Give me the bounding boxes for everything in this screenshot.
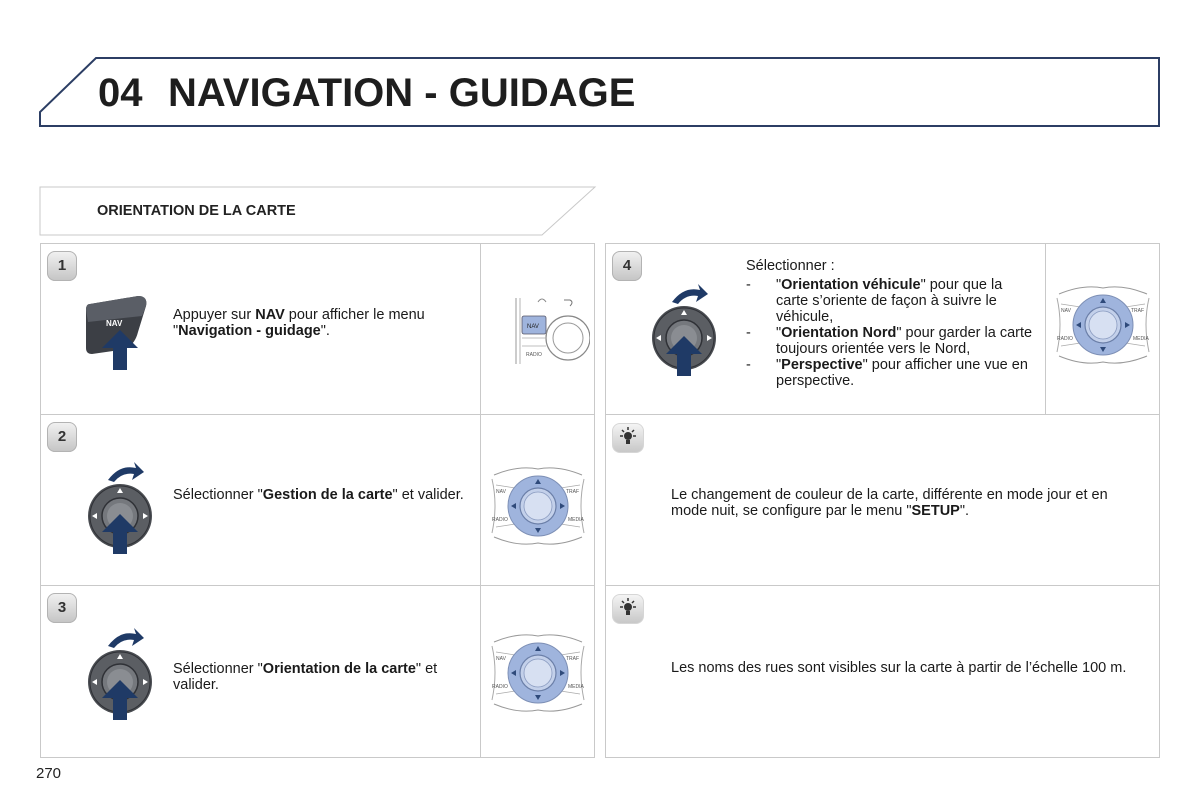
step-instruction [173, 307, 468, 339]
grid-border [40, 757, 595, 758]
step-number-badge: 4 [612, 251, 642, 281]
grid-border [40, 243, 41, 758]
bold-text-run: Gestion de la carte [262, 487, 393, 503]
grid-border [1045, 243, 1046, 414]
console-nav-panel-illustration [508, 288, 590, 372]
grid-border [605, 243, 1160, 244]
step-intro: Sélectionner : [746, 258, 835, 274]
dial-radio-label: RADIO [492, 684, 508, 690]
console-dial-illustration [488, 632, 588, 714]
grid-border [40, 414, 595, 415]
console-dial-illustration [1053, 284, 1153, 366]
list-item-text [776, 325, 1032, 357]
step-number-badge: 1 [47, 251, 77, 281]
grid-border [605, 243, 606, 758]
section-title-frame [0, 180, 620, 240]
text-run: " pour afficher une vue en perspective. [776, 357, 1028, 389]
list-item-text [776, 277, 1002, 325]
text-run: Le changement de couleur de la carte, différente en mode jour et en mode nuit, se configure par le menu " [671, 487, 1108, 519]
nav-button-label: NAV [106, 319, 123, 328]
nav-button-icon [80, 290, 160, 374]
step-instruction [173, 661, 468, 693]
bold-text-run: Orientation Nord [781, 325, 897, 341]
text-run: " [776, 357, 782, 373]
grid-border [1159, 243, 1160, 758]
dial-nav-label: NAV [496, 489, 506, 495]
dial-media-label: MEDIA [568, 517, 584, 523]
bold-text-run: Perspective [781, 357, 863, 373]
step-number-badge: 2 [47, 422, 77, 452]
text-run: " et valider. [392, 487, 464, 503]
text-run: ". [320, 323, 330, 339]
list-dash: - [746, 325, 751, 341]
dial-media-label: MEDIA [568, 684, 584, 690]
dial-nav-label: NAV [496, 656, 506, 662]
grid-border [605, 414, 1160, 415]
list-dash: - [746, 357, 751, 373]
step-instruction-list [746, 258, 1038, 389]
list-item-text [776, 357, 1028, 389]
text-run: Sélectionner " [173, 487, 263, 503]
text-run: Sélectionner " [173, 661, 263, 677]
grid-border [480, 243, 481, 758]
dial-traf-label: TRAF [566, 489, 580, 495]
tip-text [671, 660, 1146, 676]
dial-traf-label: TRAF [566, 656, 580, 662]
text-run: Appuyer sur [173, 307, 256, 323]
section-title: ORIENTATION DE LA CARTE [97, 203, 296, 219]
dial-radio-label: RADIO [492, 517, 508, 523]
tip-text [671, 487, 1146, 519]
panel-radio-label: RADIO [526, 352, 542, 358]
grid-border [594, 243, 595, 758]
panel-nav-label: NAV [527, 324, 539, 330]
grid-border [605, 757, 1160, 758]
list-item [746, 357, 1038, 389]
text-run: Les noms des rues sont visibles sur la carte à partir de l’échelle 100 m. [671, 660, 1127, 676]
bold-text-run: SETUP [911, 503, 960, 519]
text-run: " pour que la carte s’oriente de façon à suivre le véhicule, [776, 277, 1003, 325]
grid-border [40, 243, 595, 244]
text-run: " et valider. [173, 661, 438, 693]
text-run: " pour garder la carte toujours orientée vers le Nord, [776, 325, 1033, 357]
bold-text-run: Navigation - guidage [178, 323, 321, 339]
dial-radio-label: RADIO [1057, 336, 1073, 342]
orientation-options-list [746, 277, 1038, 389]
dial-nav-label: NAV [1061, 308, 1071, 314]
rotary-dial-icon [648, 280, 724, 380]
list-item [746, 277, 1038, 325]
rotary-dial-icon [84, 624, 160, 724]
grid-border [605, 585, 1160, 586]
step-instruction [173, 487, 468, 503]
list-item [746, 325, 1038, 357]
chapter-number: 04 [98, 71, 143, 115]
text-run: " [776, 277, 782, 293]
page-number: 270 [36, 765, 62, 782]
bold-text-run: Orientation véhicule [781, 277, 921, 293]
dial-media-label: MEDIA [1133, 336, 1149, 342]
console-dial-illustration [488, 465, 588, 547]
list-dash: - [746, 277, 751, 293]
chapter-title: NAVIGATION - GUIDAGE [168, 71, 636, 115]
text-run: " [776, 325, 782, 341]
lightbulb-tip-icon [612, 594, 644, 624]
lightbulb-tip-icon [612, 423, 644, 453]
rotary-dial-icon [84, 458, 160, 558]
text-run: pour afficher le menu " [173, 307, 425, 339]
grid-border [40, 585, 595, 586]
dial-traf-label: TRAF [1131, 308, 1145, 314]
text-run: ". [959, 503, 970, 519]
bold-text-run: NAV [255, 307, 285, 323]
bold-text-run: Orientation de la carte [262, 661, 416, 677]
step-number-badge: 3 [47, 593, 77, 623]
